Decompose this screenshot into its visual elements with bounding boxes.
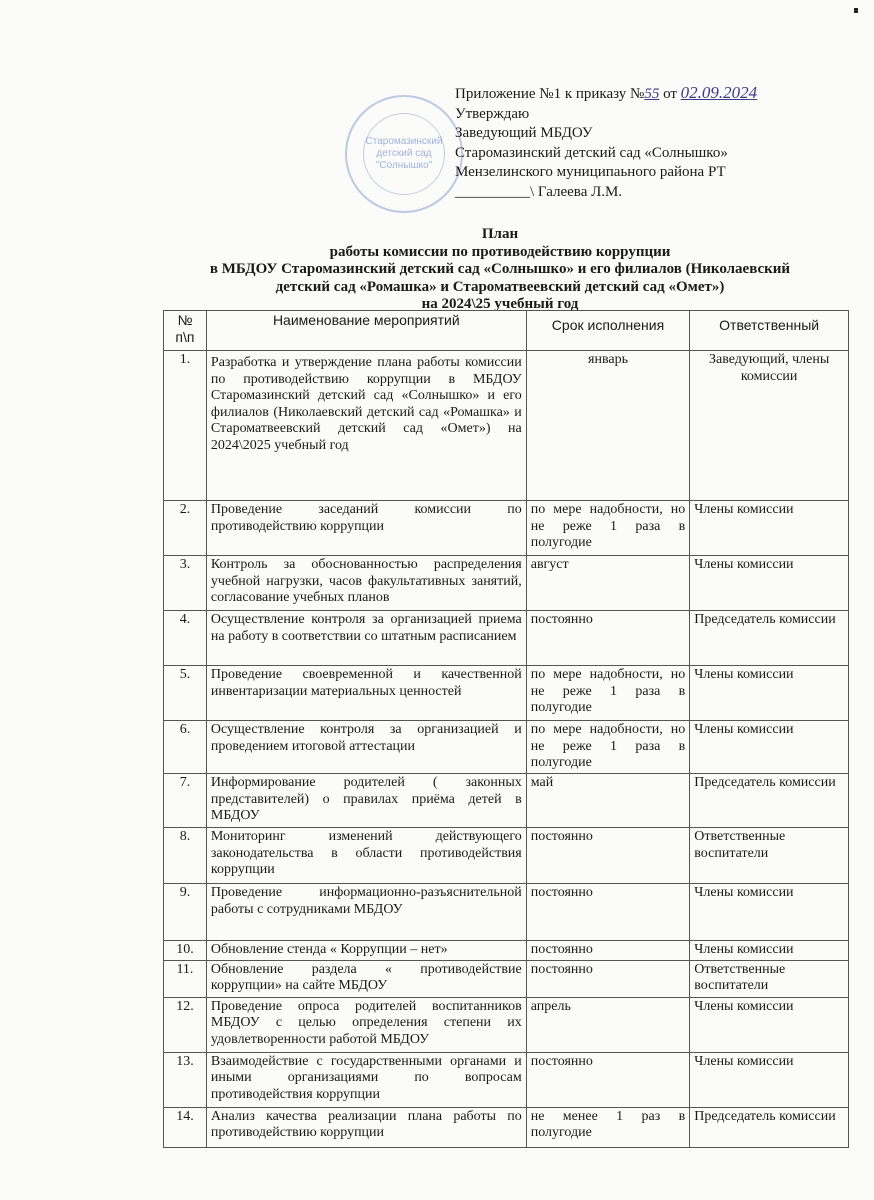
row-responsible: Заведующий, члены комиссии xyxy=(690,351,849,501)
row-term: май xyxy=(526,774,690,828)
row-action: Осуществление контроля за организацией и проведением итоговой аттестации xyxy=(206,721,526,774)
table-row xyxy=(164,828,849,884)
table-row xyxy=(164,941,849,961)
org-name: Старомазинский детский сад «Солнышко» xyxy=(455,144,728,161)
row-number: 7. xyxy=(164,774,207,828)
table-row xyxy=(164,774,849,828)
row-term: постоянно xyxy=(526,884,690,941)
row-responsible: Председатель комиссии xyxy=(690,774,849,828)
row-term: постоянно xyxy=(526,1052,690,1107)
col-responsible: Ответственный xyxy=(690,311,849,351)
title-line: на 2024\25 учебный год xyxy=(421,296,579,312)
row-number: 12. xyxy=(164,997,207,1052)
row-responsible: Члены комиссии xyxy=(690,666,849,721)
row-responsible: Члены комиссии xyxy=(690,556,849,611)
title-line: в МБДОУ Старомазинский детский сад «Солнышко» и его филиалов (Николаевский xyxy=(209,261,791,277)
row-action: Проведение опроса родителей воспитанников МБДОУ с целью определения степени их удовлетворенности работой МБДОУ xyxy=(206,997,526,1052)
row-action: Обновление раздела « противодействие коррупции» на сайте МБДОУ xyxy=(206,960,526,997)
table-row xyxy=(164,501,849,556)
row-number: 10. xyxy=(164,941,207,961)
row-responsible: Члены комиссии xyxy=(690,997,849,1052)
position-label: Заведующий МБДОУ xyxy=(455,125,593,141)
col-number: № п\п xyxy=(164,311,207,351)
table-row xyxy=(164,351,849,501)
row-number: 11. xyxy=(164,960,207,997)
table-row xyxy=(164,1052,849,1107)
approve-label: Утверждаю xyxy=(455,105,530,122)
row-responsible: Члены комиссии xyxy=(690,721,849,774)
approval-header xyxy=(455,83,757,202)
row-term: по мере надобности, но не реже 1 раза в полугодие xyxy=(526,666,690,721)
row-action: Обновление стенда « Коррупции – нет» xyxy=(206,941,526,961)
row-action: Мониторинг изменений действующего законодательства в области противодействия коррупции xyxy=(206,828,526,884)
row-term: по мере надобности, но не реже 1 раза в полугодие xyxy=(526,721,690,774)
row-number: 6. xyxy=(164,721,207,774)
table-row xyxy=(164,884,849,941)
table-row xyxy=(164,997,849,1052)
order-date: 02.09.2024 xyxy=(680,83,758,102)
row-responsible: Ответственные воспитатели xyxy=(690,828,849,884)
row-term: август xyxy=(526,556,690,611)
row-term: не менее 1 раз в полугодие xyxy=(526,1107,690,1147)
row-action: Анализ качества реализации плана работы по противодействию коррупции xyxy=(206,1107,526,1147)
signature-line: __________\ Галеева Л.М. xyxy=(455,183,623,200)
title-line: работы комиссии по противодействию коррупции xyxy=(329,243,671,260)
title-line: План xyxy=(481,226,519,242)
title-line: детский сад «Ромашка» и Староматвеевский детский сад «Омет») xyxy=(275,278,725,295)
row-responsible: Члены комиссии xyxy=(690,884,849,941)
row-term: постоянно xyxy=(526,828,690,884)
scan-mark xyxy=(854,8,858,13)
row-term: постоянно xyxy=(526,960,690,997)
appendix-line: Приложение №1 к приказу №55 от 02.09.2024 xyxy=(455,83,758,102)
row-responsible: Ответственные воспитатели xyxy=(690,960,849,997)
table-row xyxy=(164,721,849,774)
col-term: Срок исполнения xyxy=(526,311,690,351)
table-row xyxy=(164,611,849,666)
row-number: 13. xyxy=(164,1052,207,1107)
row-number: 3. xyxy=(164,556,207,611)
row-action: Разработка и утверждение плана работы комиссии по противодействию коррупции в МБДОУ Старомазинский детский сад «Солнышко» и его филиалов (Николаевский детский сад «Ромашка» и Староматвеевский детский сад «Омет») на 2024\2025 учебный год xyxy=(206,351,526,501)
row-action: Проведение заседаний комиссии по противодействию коррупции xyxy=(206,501,526,556)
row-action: Информирование родителей ( законных представителей) о правилах приёма детей в МБДОУ xyxy=(206,774,526,828)
row-action: Проведение своевременной и качественной инвентаризации материальных ценностей xyxy=(206,666,526,721)
official-stamp xyxy=(345,95,463,213)
row-number: 5. xyxy=(164,666,207,721)
document-title xyxy=(150,226,850,314)
plan-table xyxy=(163,310,849,1148)
row-action: Контроль за обоснованностью распределения учебной нагрузки, часов факультативных занятий, согласование учебных планов xyxy=(206,556,526,611)
row-responsible: Члены комиссии xyxy=(690,1052,849,1107)
row-action: Взаимодействие с государственными органами и иными организациями по вопросам противодействия коррупции xyxy=(206,1052,526,1107)
table-row xyxy=(164,960,849,997)
row-number: 1. xyxy=(164,351,207,501)
row-term: апрель xyxy=(526,997,690,1052)
table-row xyxy=(164,556,849,611)
row-term: по мере надобности, но не реже 1 раза в полугодие xyxy=(526,501,690,556)
row-action: Осуществление контроля за организацией приема на работу в соответствии со штатным расписанием xyxy=(206,611,526,666)
row-responsible: Члены комиссии xyxy=(690,501,849,556)
row-number: 9. xyxy=(164,884,207,941)
row-action: Проведение информационно-разъяснительной работы с сотрудниками МБДОУ xyxy=(206,884,526,941)
col-action: Наименование мероприятий xyxy=(206,311,526,351)
row-responsible: Председатель комиссии xyxy=(690,611,849,666)
row-number: 8. xyxy=(164,828,207,884)
table-row xyxy=(164,666,849,721)
row-term: январь xyxy=(526,351,690,501)
table-row xyxy=(164,1107,849,1147)
row-term: постоянно xyxy=(526,941,690,961)
row-term: постоянно xyxy=(526,611,690,666)
stamp-text: Старомазинский детский сад "Солнышко" xyxy=(363,113,445,195)
row-responsible: Председатель комиссии xyxy=(690,1107,849,1147)
row-number: 14. xyxy=(164,1107,207,1147)
order-number: 55 xyxy=(644,86,660,102)
row-number: 2. xyxy=(164,501,207,556)
row-number: 4. xyxy=(164,611,207,666)
row-responsible: Члены комиссии xyxy=(690,941,849,961)
district-name: Мензелинского муниципаьного района РТ xyxy=(455,164,726,180)
